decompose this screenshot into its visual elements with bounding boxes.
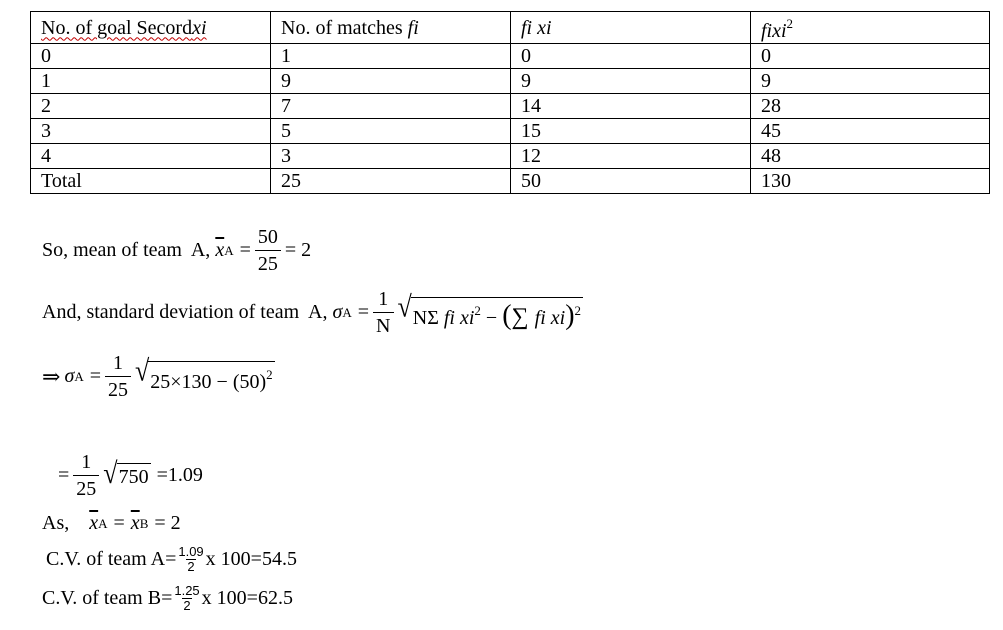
result-radicand: 750 <box>117 463 151 490</box>
header-fixi2-sup: 2 <box>786 16 794 31</box>
implies-eq: = <box>89 365 101 387</box>
implies-radicand <box>148 361 274 395</box>
cv-a-num: 1.09 <box>178 544 204 559</box>
result-equation <box>58 451 203 500</box>
as-sub-a: A <box>98 515 108 531</box>
as-sub-b: B <box>139 515 149 531</box>
cv-b-den: 2 <box>183 598 191 613</box>
mean-result: = 2 <box>284 239 312 261</box>
as-xb: $\overline{x}$ <box>130 512 140 534</box>
table-cell: 12 <box>511 144 751 169</box>
table-cell: 45 <box>751 119 990 144</box>
mean-x: $\overline{x}$ <box>215 239 225 261</box>
cv-b-fraction <box>173 584 200 613</box>
as-prefix: As, <box>42 512 70 534</box>
implies-equation <box>42 352 275 401</box>
sd-sigma: σ <box>332 301 343 323</box>
sd-sub: A <box>342 304 352 320</box>
cv-a-suffix: x 100=54.5 <box>205 548 297 570</box>
table-cell: 14 <box>511 94 751 119</box>
sd-paren-close: ) <box>565 299 575 331</box>
as-result: = 2 <box>154 512 181 534</box>
table-cell: 9 <box>271 69 511 94</box>
cv-a-den: 2 <box>187 559 195 574</box>
cv-b-num: 1.25 <box>174 583 200 598</box>
implies-sup: 2 <box>266 366 273 382</box>
header-goals-var: xi <box>192 16 207 39</box>
table-cell: 15 <box>511 119 751 144</box>
implies-arrow-icon: ⇒ <box>42 363 61 389</box>
mean-sub: A <box>224 242 234 258</box>
header-goals-text: No. of goal Secord <box>41 16 193 39</box>
table-cell: 2 <box>31 94 271 119</box>
table-cell: Total <box>31 169 271 194</box>
table-cell: 5 <box>271 119 511 144</box>
sd-equation <box>42 288 583 337</box>
sd-fraction <box>373 288 393 337</box>
table-total-row <box>31 169 990 194</box>
mean-equation <box>42 226 311 275</box>
sd-sup2: 2 <box>574 302 582 318</box>
header-fixi-var: fi xi <box>521 16 552 39</box>
table-cell: 28 <box>751 94 990 119</box>
table-cell: 4 <box>31 144 271 169</box>
header-fixi2-var: fixi <box>761 20 787 42</box>
implies-den: 25 <box>105 376 131 401</box>
mean-num: 50 <box>257 226 278 248</box>
result-value: =1.09 <box>156 464 203 486</box>
cv-b-prefix: C.V. of team B= <box>42 587 173 609</box>
table-cell: 0 <box>31 44 271 69</box>
table-row <box>31 69 990 94</box>
result-fraction <box>73 451 99 500</box>
sd-eq: = <box>357 301 370 323</box>
sqrt-icon: √ <box>397 289 412 323</box>
mean-den: 25 <box>255 250 281 275</box>
sd-fixi2: fi xi <box>534 306 566 329</box>
table-cell: 0 <box>511 44 751 69</box>
table-cell: 25 <box>271 169 511 194</box>
result-sqrt <box>103 456 150 490</box>
mean-fraction <box>255 226 281 275</box>
sd-radicand-a: NΣ <box>412 306 444 329</box>
cv-team-b <box>42 584 293 613</box>
table-cell: 9 <box>511 69 751 94</box>
sd-prefix: And, standard deviation of team A, <box>42 301 333 323</box>
header-fixi2 <box>751 12 990 44</box>
table-cell: 1 <box>31 69 271 94</box>
sd-den: N <box>373 312 393 337</box>
cv-a-fraction <box>177 545 204 574</box>
table-cell: 130 <box>751 169 990 194</box>
table-cell: 48 <box>751 144 990 169</box>
sqrt-icon: √ <box>134 353 150 387</box>
implies-sub: A <box>74 368 84 384</box>
table-cell: 0 <box>751 44 990 69</box>
table-cell: 3 <box>31 119 271 144</box>
sd-sqrt <box>397 289 584 331</box>
header-goals <box>31 12 271 44</box>
table-cell: 1 <box>271 44 511 69</box>
table-cell: 50 <box>511 169 751 194</box>
cv-b-suffix: x 100=62.5 <box>201 587 293 609</box>
table-row <box>31 94 990 119</box>
implies-fraction <box>105 352 131 401</box>
result-eq: = <box>58 464 70 486</box>
as-eq: = <box>113 512 125 534</box>
header-fixi <box>511 12 751 44</box>
cv-team-a <box>46 545 297 574</box>
cv-a-prefix: C.V. of team A= <box>46 548 177 570</box>
table-row <box>31 44 990 69</box>
implies-sigma: σ <box>64 365 75 387</box>
table-cell: 7 <box>271 94 511 119</box>
result-num: 1 <box>81 451 92 473</box>
header-matches-text: No. of matches <box>281 16 408 39</box>
sd-sum: ∑ <box>511 303 535 330</box>
mean-prefix: So, mean of team A, <box>42 239 216 261</box>
table-header-row <box>31 12 990 44</box>
header-matches-var: fi <box>407 16 419 39</box>
implies-radicand-text: 25×130 − (50) <box>150 370 267 393</box>
sd-sup: 2 <box>474 302 481 318</box>
implies-num: 1 <box>112 352 123 374</box>
table-row <box>31 119 990 144</box>
frequency-table <box>30 11 990 194</box>
table-cell: 3 <box>271 144 511 169</box>
sqrt-icon: √ <box>103 456 118 490</box>
sd-fixi: fi xi <box>443 306 475 329</box>
sd-num: 1 <box>378 288 389 310</box>
as-xa: $\overline{x}$ <box>89 512 99 534</box>
mean-eq: = <box>239 239 251 261</box>
sd-radicand <box>411 297 583 331</box>
as-equation <box>42 512 181 535</box>
implies-sqrt <box>134 353 275 395</box>
header-matches <box>271 12 511 44</box>
table-row <box>31 144 990 169</box>
result-den: 25 <box>73 475 99 500</box>
sd-paren-open: ( <box>502 299 512 331</box>
sd-minus: − <box>480 306 503 329</box>
table-cell: 9 <box>751 69 990 94</box>
